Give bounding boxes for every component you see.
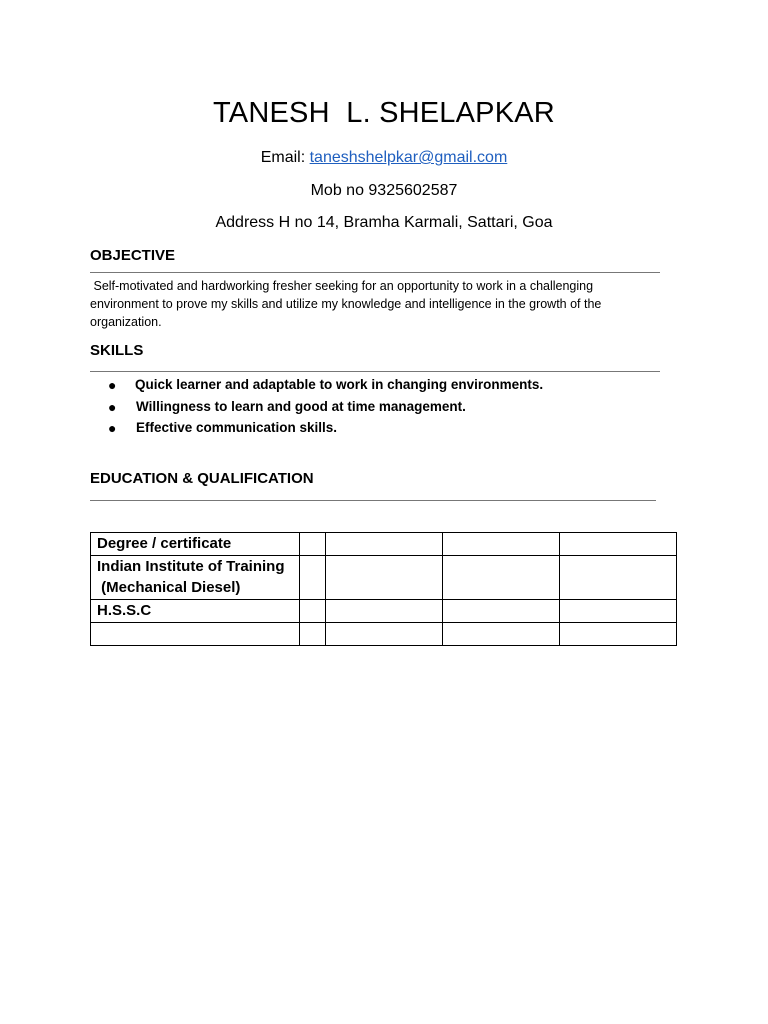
objective-text: Self-motivated and hardworking fresher seeking for an opportunity to work in a challenging environment to prove my skills and utilize my knowledge and intelligence in the growth of the organization.: [90, 279, 605, 329]
skill-text: Effective communication skills.: [136, 420, 338, 435]
skill-text: Quick learner and adaptable to work in changing environments.: [135, 377, 544, 392]
bullet-icon: ●: [108, 377, 117, 393]
table-cell: [300, 623, 326, 646]
mobile-number: Mob no 9325602587: [310, 182, 458, 199]
table-cell: [300, 533, 326, 556]
table-row: [91, 600, 677, 623]
table-cell: [300, 556, 326, 600]
candidate-name: TANESH L. SHELAPKAR: [213, 97, 555, 129]
table-cell: [326, 533, 443, 556]
cell-text-line: (Mechanical Diesel): [97, 579, 241, 596]
table-row: [91, 623, 677, 646]
education-table: [90, 532, 677, 646]
table-cell: [443, 556, 560, 600]
table-cell: Degree / certificate: [91, 533, 300, 556]
email-link[interactable]: taneshshelpkar@gmail.com: [309, 149, 508, 166]
table-cell: [443, 623, 560, 646]
table-cell: [443, 533, 560, 556]
table-row: [91, 556, 677, 600]
table-cell: [443, 600, 560, 623]
table-cell: [560, 623, 677, 646]
skills-heading: SKILLS: [90, 342, 144, 359]
table-cell: [326, 556, 443, 600]
table-row: [91, 533, 677, 556]
skills-divider: [90, 371, 660, 372]
table-cell: [326, 623, 443, 646]
table-cell: H.S.S.C: [91, 600, 300, 623]
bullet-icon: ●: [108, 398, 117, 415]
education-heading: EDUCATION & QUALIFICATION: [90, 470, 314, 487]
email-line: [0, 149, 768, 167]
table-cell: [560, 600, 677, 623]
objective-divider: [90, 272, 660, 273]
address: Address H no 14, Bramha Karmali, Sattari, Goa: [215, 214, 553, 231]
table-cell: [91, 556, 300, 600]
objective-heading: OBJECTIVE: [90, 247, 176, 264]
table-cell: [91, 623, 300, 646]
table-cell: [560, 533, 677, 556]
bullet-icon: ●: [108, 420, 117, 436]
cell-text-line: Indian Institute of Training: [97, 558, 285, 575]
table-cell: [326, 600, 443, 623]
table-cell: [560, 556, 677, 600]
table-cell: [300, 600, 326, 623]
skill-text: Willingness to learn and good at time management.: [136, 398, 466, 414]
email-label: Email:: [260, 149, 310, 166]
education-divider: [90, 500, 656, 501]
